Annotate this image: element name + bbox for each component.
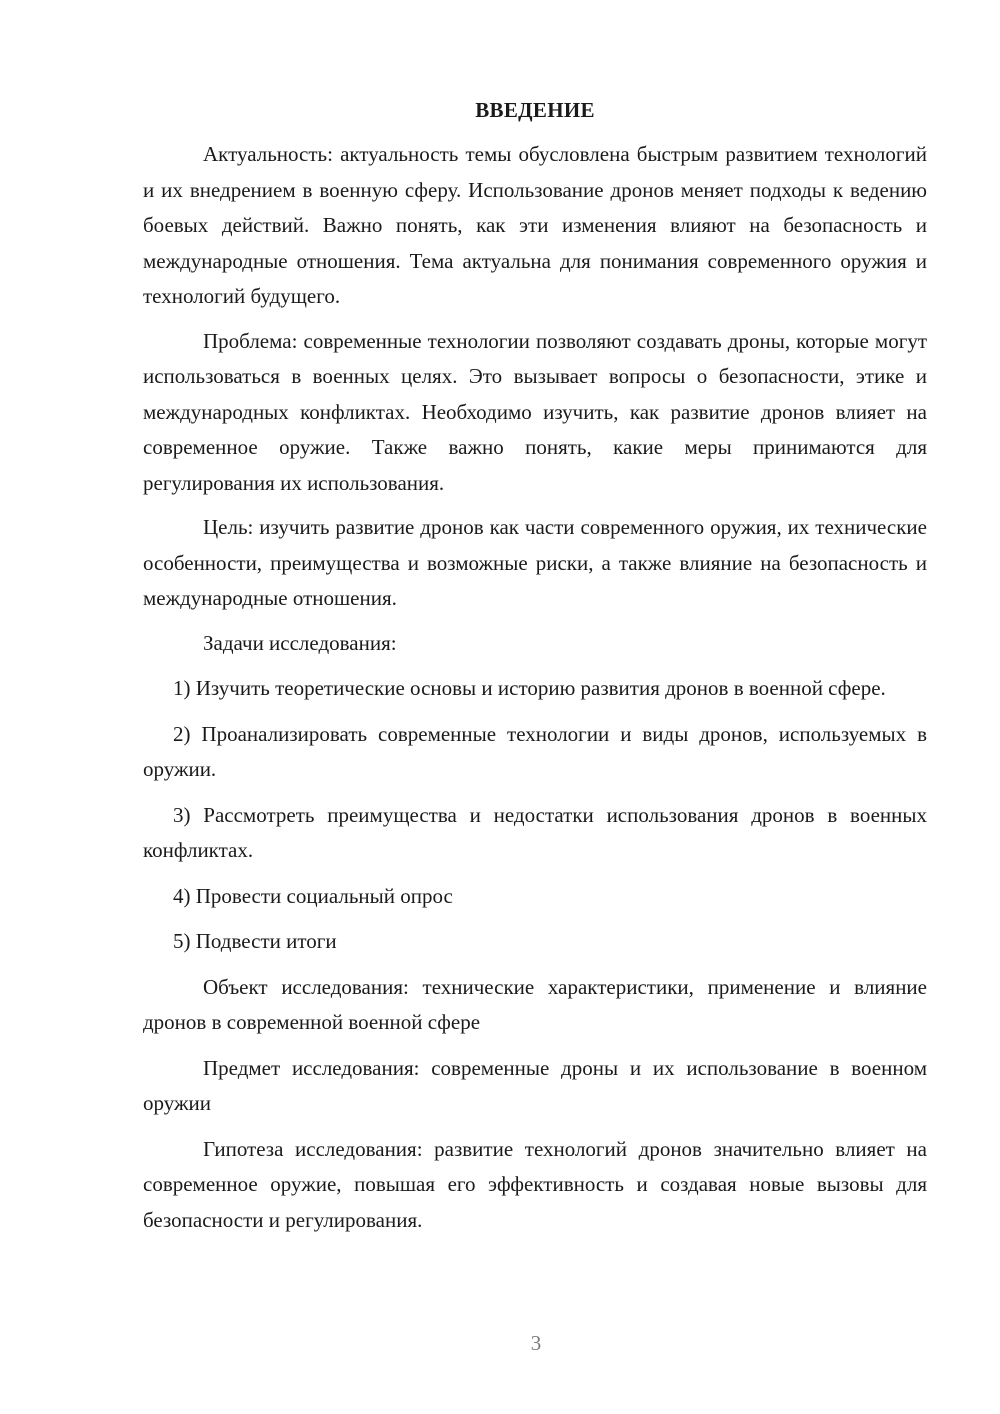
paragraph-object: Объект исследования: технические характеристики, применение и влияние дронов в современной военной сфере [143,974,927,1034]
paragraph-goal: Цель: изучить развитие дронов как части современного оружия, их технические особенности, преимущества и возможные риски, а также влияние на безопасность и международные отношения. [143,515,927,610]
paragraph-hypothesis: Гипотеза исследования: развитие технологий дронов значительно влияет на современное оружие, повышая его эффективность и создавая новые вызовы для безопасности и регулирования. [143,1136,927,1232]
paragraph-relevance: Актуальность: актуальность темы обусловлена быстрым развитием технологий и их внедрением в военную сферу. Использование дронов меняет подходы к ведению боевых действий. Важно понять, как эти изменения влияют на безопасность и международные отношения. Тема актуальна для понимания современного оружия и технологий будущего. [143,142,927,308]
tasks-heading: Задачи исследования: [203,630,397,655]
paragraph-problem: Проблема: современные технологии позволяют создавать дроны, которые могут использоваться в военных целях. Это вызывает вопросы о безопасности, этике и международных конфликтах. Необходимо изучить, как развитие дронов влияет на современное оружие. Также важно понять, какие меры принимаются для регулирования их использования. [143,328,927,495]
task-item-4: 4) Провести социальный опрос [173,883,453,908]
paragraph-subject: Предмет исследования: современные дроны и их использование в военном оружии [143,1055,927,1115]
page-number: 3 [530,1331,542,1355]
task-item-3: 3) Рассмотреть преимущества и недостатки использования дронов в военных конфликтах. [143,802,927,862]
task-item-2: 2) Проанализировать современные технологии и виды дронов, используемых в оружии. [143,721,927,781]
task-item-5: 5) Подвести итоги [173,929,337,953]
document-page [143,92,927,1238]
section-title: ВВЕДЕНИЕ [475,98,595,122]
task-item-1: 1) Изучить теоретические основы и историю развития дронов в военной сфере. [173,676,886,700]
